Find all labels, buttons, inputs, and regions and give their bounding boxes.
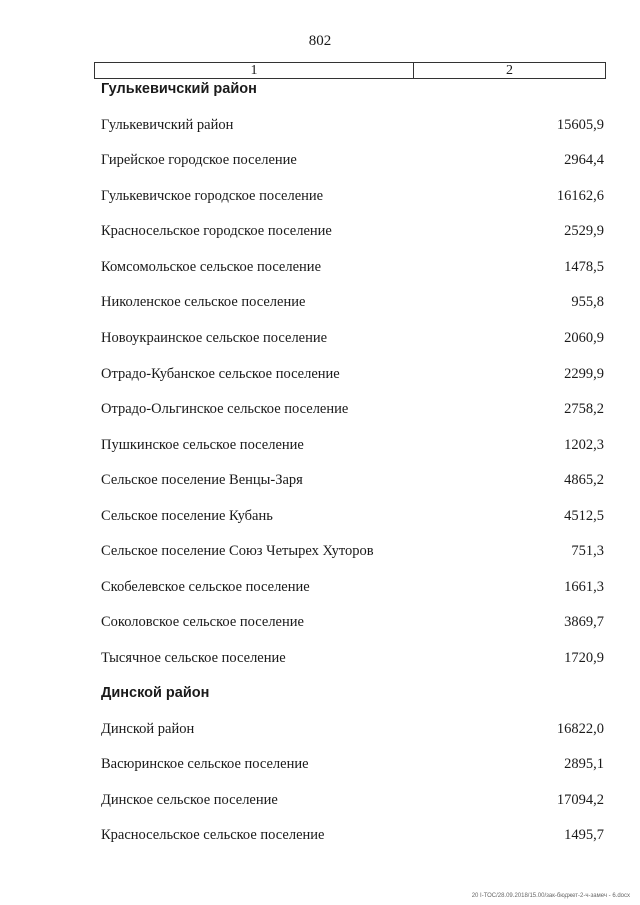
row-value: 2964,4: [564, 152, 604, 168]
row-value: 1661,3: [564, 579, 604, 595]
document-footer: 20 I-ТОС/28.09.2018/15.00/зак-бюджет-2-ч-замеч - 6.docx: [471, 893, 630, 899]
row-value: 4512,5: [564, 508, 604, 524]
table-row: [101, 223, 604, 243]
row-name: Тысячное сельское поселение: [101, 650, 286, 666]
table-row: [101, 614, 604, 634]
table-row: [101, 543, 604, 563]
row-name: Гулькевичское городское поселение: [101, 188, 324, 204]
row-name: Отрадо-Кубанское сельское поселение: [101, 366, 340, 382]
row-name: Красносельское сельское поселение: [101, 827, 325, 843]
row-name: Васюринское сельское поселение: [101, 756, 309, 772]
table-row: [101, 756, 604, 776]
table-row: [101, 152, 604, 172]
row-value: 2060,9: [564, 330, 604, 346]
row-value: 955,8: [571, 294, 604, 310]
row-name: Новоукраинское сельское поселение: [101, 330, 328, 346]
table-header: [94, 62, 606, 79]
table-header-col1: 1: [95, 63, 414, 78]
row-value: 3869,7: [564, 614, 604, 630]
row-value: 4865,2: [564, 472, 604, 488]
row-value: 1478,5: [564, 259, 604, 275]
table-row: [101, 401, 604, 421]
row-value: 1202,3: [564, 437, 604, 453]
row-name: Динской район: [101, 721, 195, 737]
row-value: 16162,6: [556, 188, 604, 204]
row-value: 2529,9: [564, 223, 604, 239]
table-header-col2: 2: [506, 63, 513, 78]
row-value: 15605,9: [556, 117, 604, 133]
row-name: Николенское сельское поселение: [101, 294, 306, 310]
table-row: [101, 294, 604, 314]
table-row: [101, 508, 604, 528]
row-name: Красносельское городское поселение: [101, 223, 332, 239]
table-row: [101, 472, 604, 492]
row-name: Сельское поселение Венцы-Заря: [101, 472, 303, 488]
table-row: [101, 721, 604, 741]
table-row: [101, 259, 604, 279]
row-value: 2299,9: [564, 366, 604, 382]
row-value: 16822,0: [556, 721, 604, 737]
row-name: Динское сельское поселение: [101, 792, 278, 808]
row-name: Комсомольское сельское поселение: [101, 259, 321, 275]
row-value: 1720,9: [564, 650, 604, 666]
table-row: [101, 117, 604, 137]
table-row: [101, 827, 604, 847]
section-title: Динской район: [101, 685, 210, 701]
row-value: 2895,1: [564, 756, 604, 772]
row-name: Сельское поселение Союз Четырех Хуторов: [101, 543, 374, 559]
row-value: 1495,7: [564, 827, 604, 843]
row-name: Отрадо-Ольгинское сельское поселение: [101, 401, 349, 417]
row-name: Сельское поселение Кубань: [101, 508, 273, 524]
table-row: [101, 366, 604, 386]
row-name: Гирейское городское поселение: [101, 152, 297, 168]
table-row: [101, 792, 604, 812]
row-value: 2758,2: [564, 401, 604, 417]
row-name: Скобелевское сельское поселение: [101, 579, 310, 595]
table-row: [101, 330, 604, 350]
row-name: Пушкинское сельское поселение: [101, 437, 304, 453]
row-name: Гулькевичский район: [101, 117, 234, 133]
row-value: 751,3: [571, 543, 604, 559]
table-row: [101, 650, 604, 670]
table-row: [101, 188, 604, 208]
row-value: 17094,2: [556, 792, 604, 808]
row-name: Соколовское сельское поселение: [101, 614, 304, 630]
table-row: [101, 437, 604, 457]
table-row: [101, 579, 604, 599]
section-title: Гулькевичский район: [101, 81, 257, 97]
page-number: 802: [308, 33, 332, 49]
